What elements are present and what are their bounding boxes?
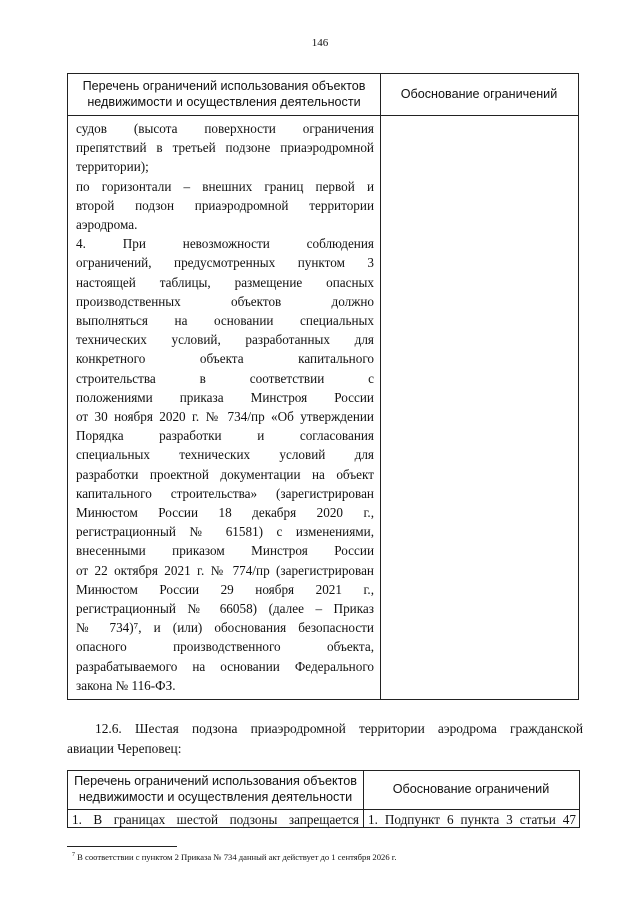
text-line: конкретного объекта капитального <box>76 351 374 367</box>
section-heading-line: 12.6. Шестая подзона приаэродромной территории аэродрома гражданской <box>95 721 583 736</box>
column-divider <box>380 74 381 699</box>
text-line: Минюстом России 18 декабря 2020 г., <box>76 505 374 521</box>
text-line: от 22 октября 2021 г. № 774/пр (зарегистрирован <box>76 562 374 578</box>
text-line: опасного производственного объекта, <box>76 639 374 655</box>
row-restriction-text: 1. В границах шестой подзоны запрещается <box>72 812 359 827</box>
text-line: от 30 ноября 2020 г. № 734/пр «Об утверждении <box>76 409 374 425</box>
text-line: разрабатываемого на основании Федерального <box>76 658 374 674</box>
column-divider <box>363 771 364 827</box>
text-line: ограничений, предусмотренных пунктом 3 <box>76 255 374 271</box>
text-line: специальных технических условий для <box>76 447 374 463</box>
section-heading <box>67 719 583 759</box>
text-line: выполняться на основании специальных <box>76 313 374 329</box>
text-line: по горизонтали – внешних границ первой и <box>76 178 374 194</box>
table-header-justification: Обоснование ограничений <box>400 87 558 101</box>
text-line: настоящей таблицы, размещение опасных <box>76 274 374 290</box>
header-divider <box>68 809 579 810</box>
text-line: препятствий в третьей подзоне приаэродромной <box>76 140 374 156</box>
footnote-mark: 7 <box>72 852 75 859</box>
table-header-justification: Обоснование ограничений <box>392 782 550 796</box>
section-heading-line: авиации Череповец: <box>67 741 182 756</box>
text-line: строительства в соответствии с <box>76 370 374 386</box>
sixth-subzone-table <box>67 770 580 828</box>
table-header-restrictions: Перечень ограничений использования объектов недвижимости и осуществления деятельности <box>74 774 357 804</box>
footnote-separator <box>67 846 177 847</box>
text-line: аэродрома. <box>76 217 138 233</box>
row-justification-text: 1. Подпункт 6 пункта 3 статьи 47 <box>368 812 576 827</box>
text-line: территории); <box>76 159 149 175</box>
footnote <box>72 852 396 862</box>
footnote-text: В соответствии с пунктом 2 Приказа № 734 данный акт действует до 1 сентября 2026 г. <box>75 852 397 862</box>
restrictions-table-continued <box>67 73 579 700</box>
text-line: судов (высота поверхности ограничения <box>76 121 374 136</box>
text-line: № 734)⁷, и (или) обоснования безопасности <box>76 620 374 636</box>
text-line: 4. При невозможности соблюдения <box>76 236 374 252</box>
text-line: второй подзон приаэродромной территории <box>76 197 374 213</box>
page-number: 146 <box>311 37 329 49</box>
text-line: регистрационный № 66058) (далее – Приказ <box>76 601 374 617</box>
text-line: закона № 116-ФЗ. <box>76 677 176 693</box>
text-line: Минюстом России 29 ноября 2021 г., <box>76 581 374 597</box>
header-divider <box>68 115 578 116</box>
text-line: капитального строительства» (зарегистрирован <box>76 485 374 501</box>
text-line: регистрационный № 61581) с изменениями, <box>76 524 374 540</box>
text-line: разработки проектной документации на объект <box>76 466 374 482</box>
restrictions-cell-text <box>76 119 374 695</box>
text-line: положениями приказа Минстроя России <box>76 389 374 405</box>
table-header-restrictions: Перечень ограничений использования объектов недвижимости и осуществления деятельности <box>82 79 366 109</box>
text-line: Порядка разработки и согласования <box>76 428 374 444</box>
text-line: производственных объектов должно <box>76 293 374 309</box>
text-line: внесенными приказом Минстроя России <box>76 543 374 559</box>
text-line: технических условий, разработанных для <box>76 332 374 348</box>
